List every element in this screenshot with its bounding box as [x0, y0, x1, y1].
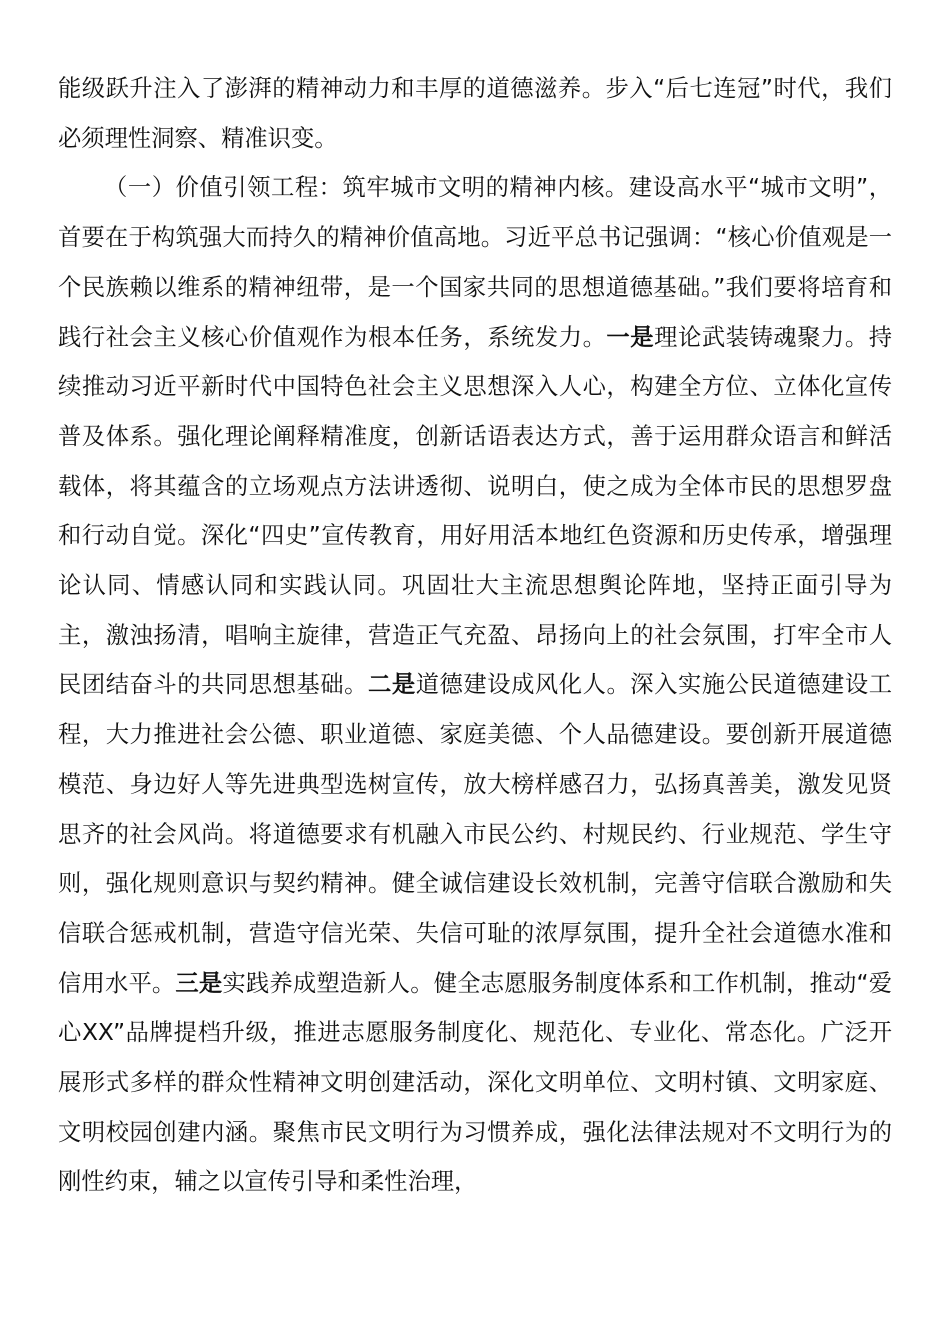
document-page [58, 64, 892, 1207]
intro-paragraph: 能级跃升注入了澎湃的精神动力和丰厚的道德滋养。步入“后七连冠”时代，我们必须理性洞察、精准识变。 [58, 75, 892, 152]
point3-lead: 三是 [175, 969, 223, 997]
point1-lead: 一是 [606, 323, 655, 351]
section-paragraph [58, 163, 892, 1207]
point3-text: 实践养成塑造新人。健全志愿服务制度体系和工作机制，推动“爱心XX”品牌提档升级，推进志愿服务制度化、规范化、专业化、常态化。广泛开展形式多样的群众性精神文明创建活动，深化文明单位、文明村镇、文明家庭、文明校园创建内涵。聚焦市民文明行为习惯养成，强化法律法规对不文明行为的刚性约束，辅之以宣传引导和柔性治理， [58, 969, 892, 1196]
point2-text: 道德建设成风化人。深入实施公民道德建设工程，大力推进社会公德、职业道德、家庭美德、个人品德建设。要创新开展道德模范、身边好人等先进典型选树宣传，放大榜样感召力，弘扬真善美，激发见贤思齐的社会风尚。将道德要求有机融入市民公约、村规民约、行业规范、学生守则，强化规则意识与契约精神。健全诚信建设长效机制，完善守信联合激励和失信联合惩戒机制，营造守信光荣、失信可耻的浓厚氛围，提升全社会道德水准和信用水平。 [58, 671, 893, 997]
section-heading: （一）价值引领工程：筑牢城市文明的精神内核。 [104, 174, 629, 202]
section-intro: 建设高水平“城市文明”，首要在于构筑强大而持久的精神价值高地。习近平总书记强调：“核心价值观是一个民族赖以维系的精神纽带，是一个国家共同的思想道德基础。”我们要将培育和践行社会主义核心价值观作为根本任务，系统发力。 [58, 174, 893, 351]
point1-text: 理论武装铸魂聚力。持续推动习近平新时代中国特色社会主义思想深入人心，构建全方位、立体化宣传普及体系。强化理论阐释精准度，创新话语表达方式，善于运用群众语言和鲜活载体，将其蕴含的立场观点方法讲透彻、说明白，使之成为全体市民的思想罗盘和行动自觉。深化“四史”宣传教育，用好用活本地红色资源和历史传承，增强理论认同、情感认同和实践认同。巩固壮大主流思想舆论阵地，坚持正面引导为主，激浊扬清，唱响主旋律，营造正气充盈、昂扬向上的社会氛围，打牢全市人民团结奋斗的共同思想基础。 [58, 323, 893, 699]
point2-lead: 二是 [367, 671, 416, 699]
